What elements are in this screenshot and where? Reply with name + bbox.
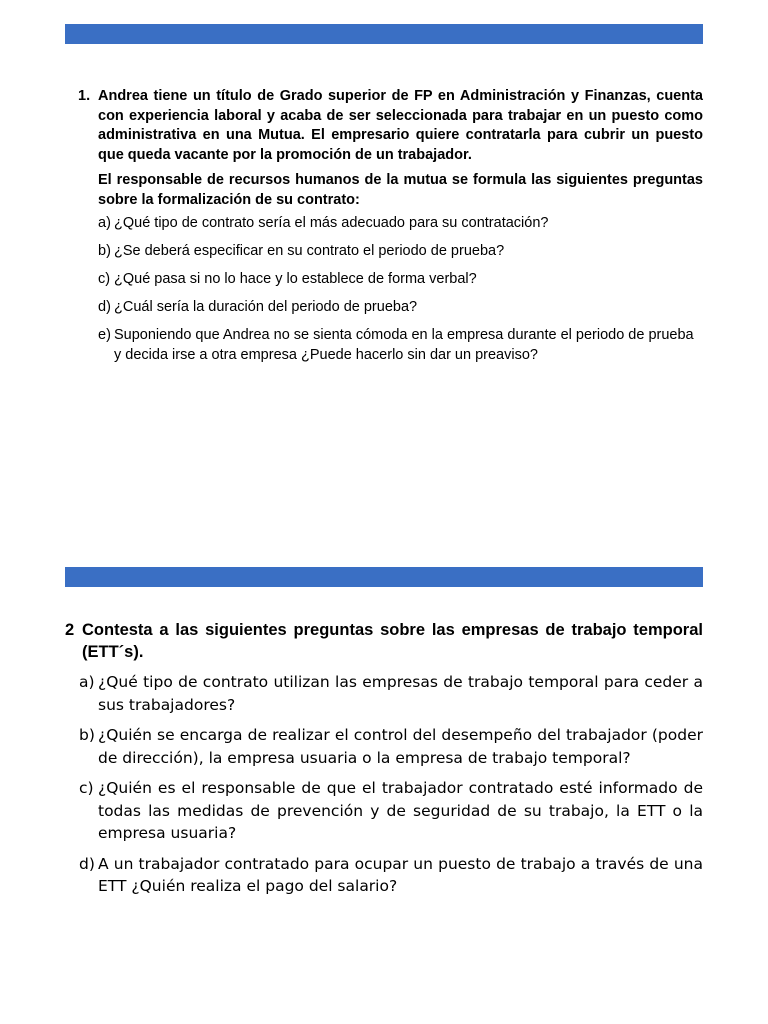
question-2-statement: Contesta a las siguientes preguntas sobre las empresas de trabajo temporal (ETT´s). [82, 621, 703, 661]
question-2-number: 2 [65, 621, 75, 639]
subquestion-text: ¿Se deberá especificar en su contrato el periodo de prueba? [114, 243, 505, 259]
subquestion-2a [65, 671, 703, 716]
subquestion-letter: d) [98, 299, 111, 315]
subquestion-letter: d) [79, 854, 95, 873]
subquestion-text: ¿Quién es el responsable de que el trabajador contratado esté informado de todas las medidas de prevención y de seguridad de su trabajo, la ETT o la empresa usuaria? [98, 779, 703, 842]
subquestion-1e [98, 326, 703, 365]
question-1-intro: El responsable de recursos humanos de la mutua se formula las siguientes preguntas sobre la formalización de su contrato: [98, 172, 703, 208]
subquestion-letter: b) [79, 726, 95, 744]
subquestion-letter: c) [98, 271, 111, 287]
subquestion-text: ¿Qué pasa si no lo hace y lo establece de forma verbal? [114, 271, 477, 287]
subquestion-letter: a) [79, 673, 95, 691]
question-1-subquestions [98, 214, 703, 365]
question-2-body [82, 619, 703, 663]
header-bar-top [65, 24, 703, 44]
question-2-row [65, 619, 703, 663]
subquestion-1b [98, 242, 703, 262]
subquestion-text: A un trabajador contratado para ocupar un puesto de trabajo a través de una ETT ¿Quién realiza el pago del salario? [98, 854, 703, 895]
subquestion-2c [65, 777, 703, 845]
subquestion-text: ¿Qué tipo de contrato utilizan las empresas de trabajo temporal para ceder a sus trabajadores? [98, 673, 703, 714]
question-2 [65, 619, 703, 906]
subquestion-text: ¿Quién se encarga de realizar el control del desempeño del trabajador (poder de dirección), la empresa usuaria o la empresa de trabajo temporal? [98, 726, 703, 767]
subquestion-1a [98, 214, 703, 234]
question-1-statement: Andrea tiene un título de Grado superior de FP en Administración y Finanzas, cuenta con experiencia laboral y acaba de ser seleccionada para trabajar en un puesto como administrativa en una Mutua. El empresario quiere contratarla para cubrir un puesto que queda vacante por la promoción de un trabajador. [98, 88, 703, 163]
subquestion-text: ¿Qué tipo de contrato sería el más adecuado para su contratación? [114, 215, 549, 231]
subquestion-text: ¿Cuál sería la duración del periodo de prueba? [114, 299, 418, 315]
subquestion-letter: e) [98, 327, 111, 343]
question-2-subquestions [65, 671, 703, 898]
subquestion-1c [98, 270, 703, 290]
subquestion-2d [65, 853, 703, 898]
question-1-body [98, 87, 703, 374]
subquestion-letter: c) [79, 779, 94, 797]
question-1 [78, 87, 703, 374]
subquestion-2b [65, 724, 703, 769]
subquestion-1d [98, 298, 703, 318]
subquestion-text: Suponiendo que Andrea no se sienta cómoda en la empresa durante el periodo de prueba y decida irse a otra empresa ¿Puede hacerlo sin dar un preaviso? [114, 327, 694, 363]
subquestion-letter: a) [98, 215, 111, 231]
subquestion-letter: b) [98, 243, 111, 259]
question-1-number: 1. [78, 88, 91, 104]
question-1-row [78, 87, 703, 374]
header-bar-middle [65, 567, 703, 587]
